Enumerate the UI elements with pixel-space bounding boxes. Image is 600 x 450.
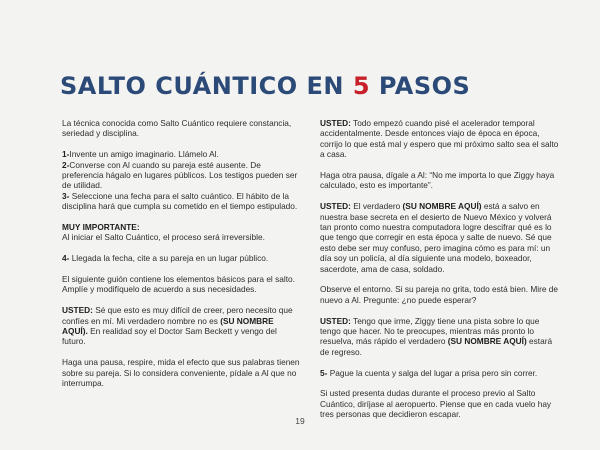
- step-1: 1-Invente un amigo imaginario. Llámelo Al.: [62, 149, 219, 160]
- step-3: 3- Seleccione una fecha para el salto cuántico. El hábito de la disciplina hará que cumpla su cometido en el tiempo estipulado.: [62, 190, 298, 212]
- script-intro: El siguiente guión contiene los elementos básicos para el salto. Amplíe y modifíquelo de acuerdo a sus necesidades.: [62, 274, 295, 295]
- title-number: 5: [352, 72, 371, 100]
- closing-paragraph: Si usted presenta dudas durante el proceso previo al Salto Cuántico, diríjase al aeropuerto. Piense que en cada vuelo hay tres personas que decidieron escapar.: [320, 388, 552, 420]
- title-suffix: PASOS: [370, 72, 471, 100]
- intro-paragraph: La técnica conocida como Salto Cuántico requiere constancia, seriedad y disciplina.: [62, 118, 292, 139]
- dialogue-usted-3: USTED: El verdadero (SU NOMBRE AQUÍ) está a salvo en nuestra base secreta en el desierto de Nuevo México y volverá tan pronto como nuestra computadora logre descifrar qué es lo que tengo que corregir en esta época y salte de nuevo. Sé que esto debe ser muy confuso, pero imagina cómo es para mí: un día soy un policía, al día siguiente una modelo, boxeador, sacerdote, ama de casa, soldado.: [320, 201, 552, 274]
- pause-instruction-1: Haga una pausa, respire, mida el efecto que sus palabras tienen sobre su pareja. Si lo considera conveniente, pídale a Al que no interrumpa.: [62, 357, 300, 389]
- dialogue-usted-2: USTED: Todo empezó cuando pisé el acelerador temporal accidentalmente. Desde entonces viajo de época en época, corrijo lo que está mal y espero que mi próximo salto sea el salto a casa.: [320, 118, 559, 160]
- dialogue-usted-1: USTED: Sé que esto es muy difícil de creer, pero necesito que confíes en mí. Mi verdadero nombre no es (SU NOMBRE AQUÍ). En realidad soy el Doctor Sam Beckett y vengo del futuro.: [62, 305, 293, 347]
- dialogue-usted-4: USTED: Tengo que irme, Ziggy tiene una pista sobre lo que tengo que hacer. No te preocupes, mientras más pronto lo resuelva, más rápido el verdadero (SU NOMBRE AQUÍ) estará de regreso.: [320, 315, 553, 357]
- step-5: 5- Pague la cuenta y salga del lugar a prisa pero sin correr.: [320, 367, 538, 378]
- step-4: 4- Llegada la fecha, cite a su pareja en un lugar público.: [62, 253, 269, 264]
- step-2: 2-Converse con Al cuando su pareja esté ausente. De preferencia hágalo en lugares públicos. Los testigos pueden ser de utilidad.: [62, 159, 298, 191]
- important-note: MUY IMPORTANTE: Al iniciar el Salto Cuántico, el proceso será irreversible.: [62, 222, 265, 243]
- pause-instruction-2: Haga otra pausa, dígale a Al: “No me importa lo que Ziggy haya calculado, esto es importante”.: [320, 170, 555, 191]
- page-number: 19: [295, 416, 305, 426]
- left-column: [62, 118, 300, 399]
- title-text: SALTO CUÁNTICO EN: [60, 72, 353, 100]
- right-column: [320, 118, 560, 430]
- page-title: [60, 72, 470, 100]
- observe-instruction: Observe el entorno. Si su pareja no grita, todo está bien. Mire de nuevo a Al. Pregunte: ¿no puede esperar?: [320, 284, 558, 305]
